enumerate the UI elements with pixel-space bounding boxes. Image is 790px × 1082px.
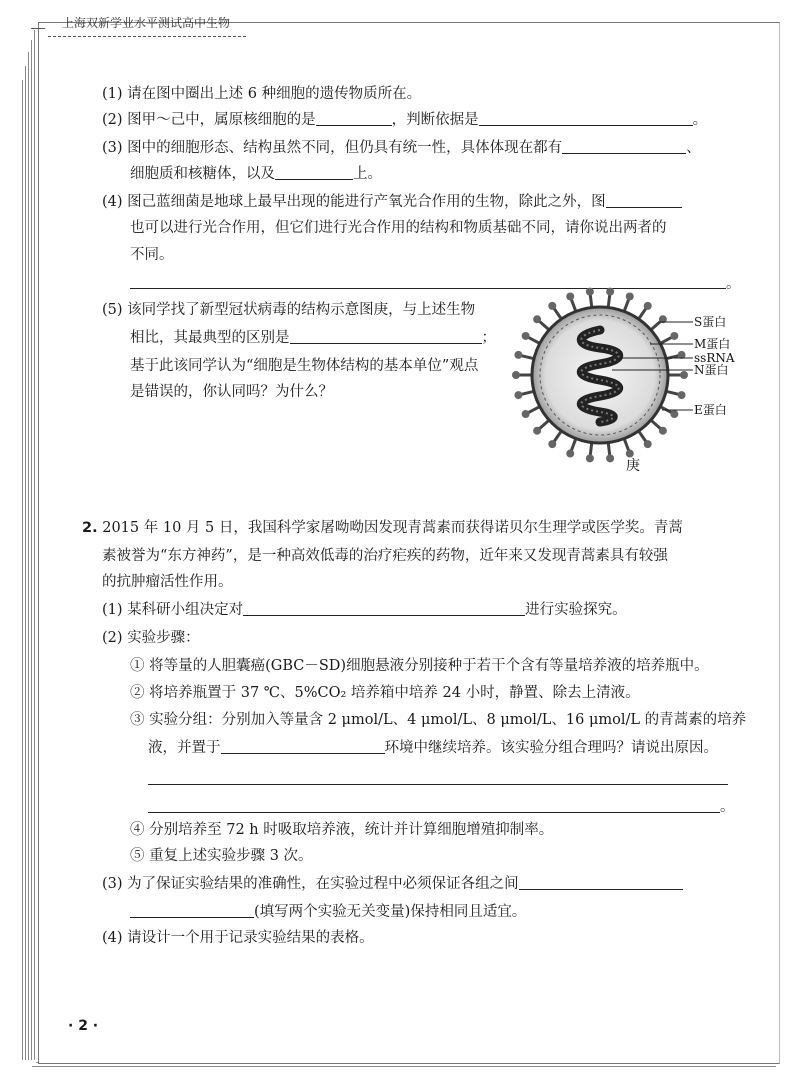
q2-step3-line2	[148, 736, 718, 760]
q2-step1: ① 将等量的人胆囊癌(GBC－SD)细胞悬液分别接种于若干个含有等量培养液的培养瓶中。	[130, 658, 709, 674]
label-m-protein: M蛋白	[694, 337, 731, 351]
q2-part3-blank-1[interactable]	[519, 874, 683, 890]
spike-head	[548, 302, 556, 310]
spike-head	[680, 371, 688, 379]
q1-part3-line1	[102, 136, 701, 160]
q1-part4-line2: 也可以进行光合作用，但它们进行光合作用的结构和物质基础不同，请你说出两者的	[130, 220, 667, 236]
spike-head	[514, 391, 522, 399]
spike-head	[566, 292, 574, 300]
spike-head	[670, 332, 678, 340]
q1-part4-blank-1[interactable]	[606, 192, 682, 208]
q1-part5-line3: 基于此该同学认为“细胞是生物体结构的基本单位”观点	[130, 358, 479, 374]
spike-head	[548, 440, 556, 448]
q1-part5-line4: 是错误的，你认同吗？为什么？	[130, 384, 333, 400]
q1-part5-line1: (5) 该同学找了新型冠状病毒的结构示意图庚，与上述生物	[102, 302, 476, 318]
spike-head	[659, 427, 667, 435]
page-number: · 2 ·	[68, 1018, 99, 1034]
q1-part5-blank-1[interactable]	[290, 328, 482, 344]
q1-part4-text-a: (4) 图己蓝细菌是地球上最早出现的能进行产氧光合作用的生物，除此之外，图	[102, 194, 606, 210]
q2-number: 2.	[82, 520, 98, 536]
spike-head	[670, 410, 678, 418]
q1-part3-blank-2[interactable]	[275, 164, 353, 180]
spike-head	[566, 450, 574, 458]
spike-head	[533, 427, 541, 435]
q1-part5-text-b: 相比，其最典型的区别是	[130, 330, 290, 346]
q2-step3-answer-line-2[interactable]	[148, 812, 720, 813]
q2-intro-line2: 素被誉为“东方神药”，是一种高效低毒的治疗疟疾的药物，近年来又发现青蒿素具有较强	[102, 548, 668, 564]
q1-part2	[102, 108, 707, 132]
q2-part3-line1	[102, 872, 683, 896]
stacked-page-edges	[22, 30, 36, 1060]
q2-part3-blank-2[interactable]	[130, 902, 254, 918]
spike-head	[606, 288, 614, 296]
q2-step3-line1: ③ 实验分组：分别加入等量含 2 μmol/L、4 μmol/L、8 μmol/L、16 μmol/L 的青蒿素的培养	[130, 712, 747, 728]
q2-part4: (4) 请设计一个用于记录实验结果的表格。	[102, 930, 374, 946]
label-ssrna: ssRNA	[694, 351, 735, 365]
label-e-protein: E蛋白	[694, 403, 727, 417]
q2-intro-line3: 的抗肿瘤活性作用。	[102, 574, 233, 590]
spike-head	[626, 292, 634, 300]
q1-part2-end: 。	[692, 112, 708, 128]
label-n-protein: N蛋白	[694, 363, 729, 377]
q1-part3-blank-1[interactable]	[562, 138, 686, 154]
q1-part2-text-a: (2) 图甲～己中，属原核细胞的是	[102, 112, 316, 128]
figure-caption: 庚	[626, 458, 640, 474]
q2-step3-blank[interactable]	[221, 738, 385, 754]
q1-part2-blank-2[interactable]	[479, 110, 693, 126]
spike-head	[512, 371, 520, 379]
q2-step4: ④ 分别培养至 72 h 时吸取培养液，统计并计算细胞增殖抑制率。	[130, 822, 554, 838]
spike-head	[606, 454, 614, 462]
q2-step2: ② 将培养瓶置于 37 ℃、5%CO₂ 培养箱中培养 24 小时，静置、除去上清液。	[130, 685, 640, 701]
spike-head	[522, 332, 530, 340]
spike-head	[678, 391, 686, 399]
spike-head	[644, 440, 652, 448]
spike-head	[522, 410, 530, 418]
q2-step5: ⑤ 重复上述实验步骤 3 次。	[130, 848, 313, 864]
label-s-protein: S蛋白	[694, 315, 727, 329]
q2-step3-end: 。	[720, 799, 735, 815]
q2-part2-heading: (2) 实验步骤：	[102, 630, 200, 646]
q1-part3-line2	[130, 162, 382, 186]
q1-part1: (1) 请在图中圈出上述 6 种细胞的遗传物质所在。	[102, 86, 422, 102]
q2-step3-text-b: 液，并置于	[148, 740, 221, 756]
q1-part2-blank-1[interactable]	[316, 110, 392, 126]
q1-part3-text-c: 细胞质和核糖体，以及	[130, 166, 275, 182]
q2-part1	[102, 598, 627, 622]
q2-part3-text-b: (填写两个实验无关变量)保持相同且适宜。	[254, 904, 527, 920]
q2-step3-answer-line-1[interactable]	[148, 784, 728, 785]
q1-part4-line3: 不同。	[130, 247, 174, 263]
running-header: 上海双新学业水平测试高中生物	[56, 14, 236, 33]
q1-part2-text-b: ，判断依据是	[391, 112, 479, 128]
q1-part4-end: 。	[726, 276, 741, 292]
q2-intro-line1	[82, 516, 683, 540]
coronavirus-diagram	[500, 280, 740, 500]
q1-part3-text-a: (3) 图中的细胞形态、结构虽然不同，但仍具有统一性，具体体现在都有	[102, 140, 563, 156]
q1-part5-text-b2: ；	[481, 330, 496, 346]
q2-step3-text-c: 环境中继续培养。该实验分组合理吗？请说出原因。	[384, 740, 718, 756]
spike-head	[533, 315, 541, 323]
spike-head	[644, 302, 652, 310]
q2-part1-blank[interactable]	[243, 600, 525, 616]
q2-part3-line2	[130, 900, 526, 924]
spike-head	[626, 450, 634, 458]
q2-part1-text-b: 进行实验探究。	[525, 602, 627, 618]
spike-head	[586, 454, 594, 462]
q1-part5-line2	[130, 326, 496, 350]
q2-part1-text-a: (1) 某科研小组决定对	[102, 602, 244, 618]
q2-intro-text-1: 2015 年 10 月 5 日，我国科学家屠呦呦因发现青蒿素而获得诺贝尔生理学或医学奖。青蒿	[102, 520, 683, 536]
q1-part4-line1	[102, 190, 682, 214]
spike-head	[514, 351, 522, 359]
q2-part3-text-a: (3) 为了保证实验结果的准确性，在实验过程中必须保证各组之间	[102, 876, 519, 892]
spike-head	[586, 288, 594, 296]
q1-part3-text-b: 、	[686, 140, 701, 156]
q1-part3-text-d: 上。	[353, 166, 382, 182]
